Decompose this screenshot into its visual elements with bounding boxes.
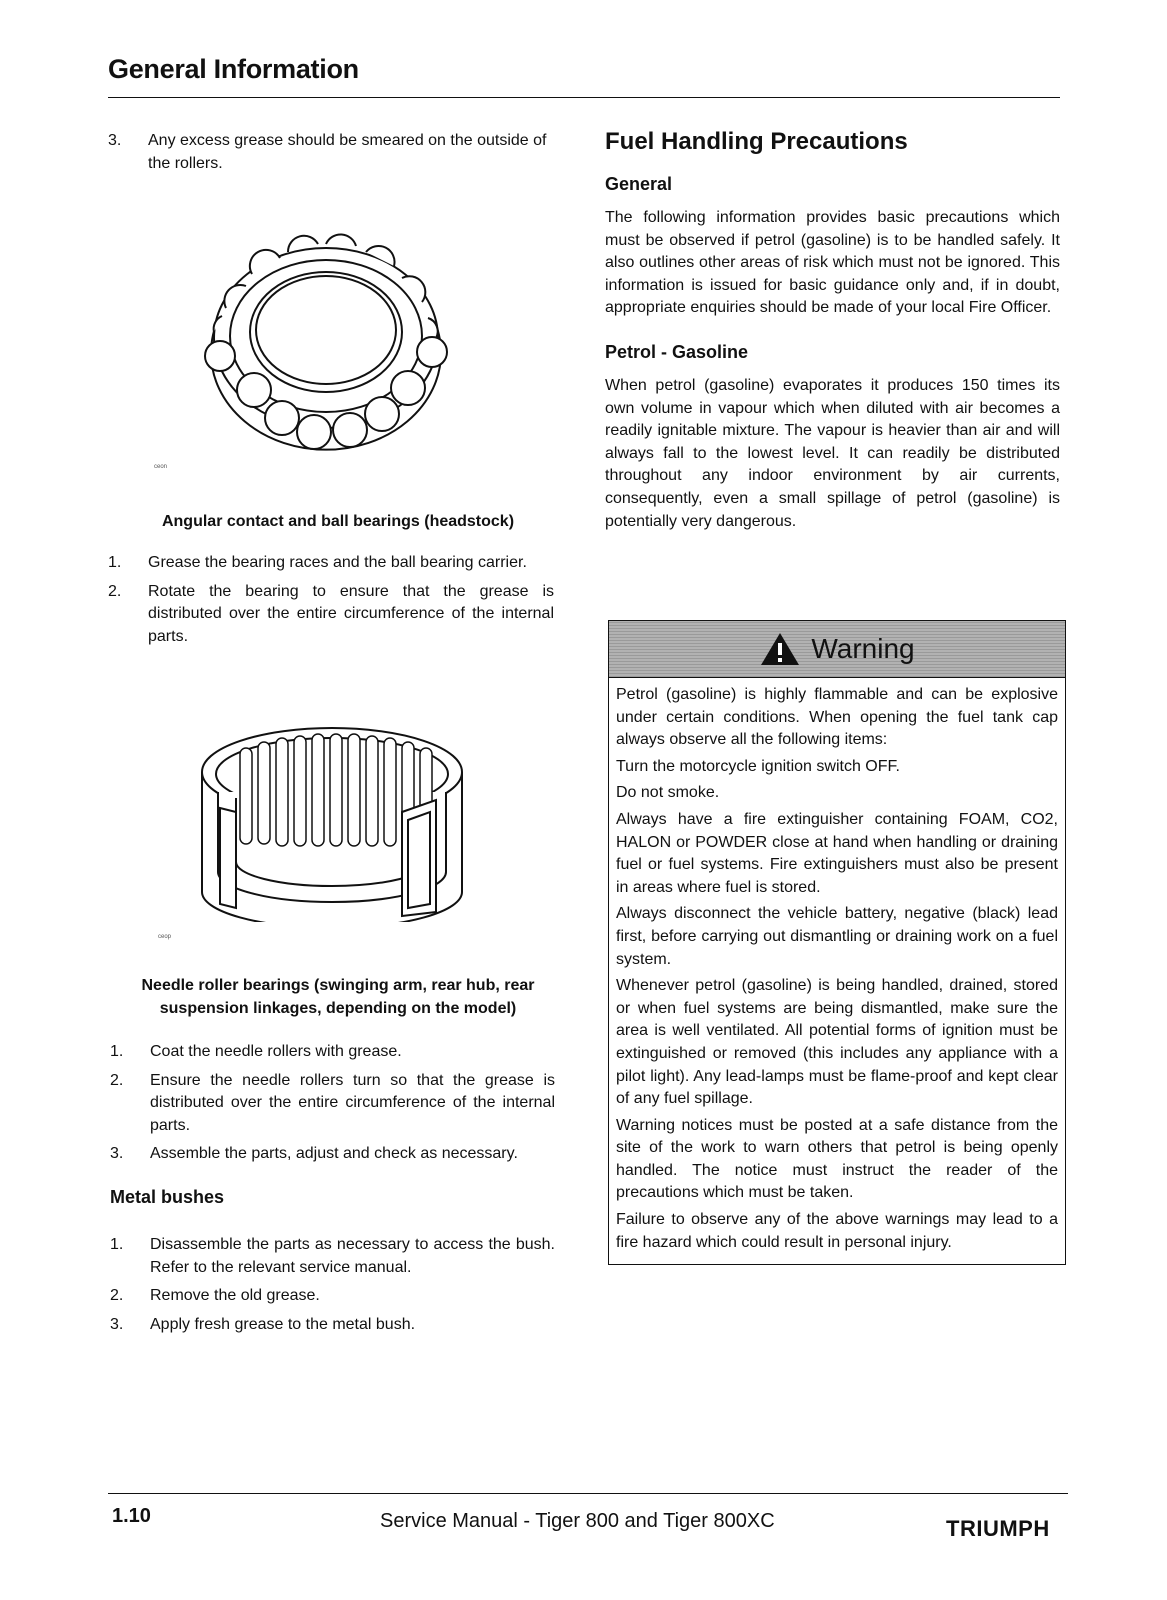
list-item xyxy=(110,1143,555,1166)
figure-label: ceop xyxy=(158,934,172,940)
list-item xyxy=(110,1234,555,1279)
warning-paragraph: Failure to observe any of the above warnings may lead to a fire hazard which could result in personal injury. xyxy=(616,1211,1058,1251)
needle-roller-bearing-figure xyxy=(196,712,468,922)
brand-logo: TRIUMPH xyxy=(946,1516,1050,1541)
item-text: Disassemble the parts as necessary to access the bush. Refer to the relevant service manual. xyxy=(150,1236,555,1276)
warning-paragraph: Always disconnect the vehicle battery, negative (black) lead first, before carrying out dismantling or draining work on a fuel system. xyxy=(616,905,1058,968)
petrol-paragraph: When petrol (gasoline) evaporates it produces 150 times its own volume in vapour which when diluted with air becomes a readily ignitable mixture. The vapour is heavier than air and will always fall to the lowest level. It can readily be distributed throughout any indoor environment by air currents, consequently, even a small spillage of petrol (gasoline) is potentially very dangerous. xyxy=(605,376,1060,530)
list-item xyxy=(108,130,568,175)
item-text: Ensure the needle rollers turn so that the grease is distributed over the entire circumference of the internal parts. xyxy=(150,1071,555,1134)
section-title: Fuel Handling Precautions xyxy=(605,128,908,155)
needle-bearing-drawing xyxy=(196,712,468,922)
right-column xyxy=(605,128,1060,533)
warning-paragraph: Warning notices must be posted at a safe distance from the site of the work to warn others that petrol is being openly handled. The notice must instruct the reader of the precautions which must be taken. xyxy=(616,1116,1058,1202)
item-number: 1. xyxy=(108,554,122,571)
item-text: Remove the old grease. xyxy=(150,1287,320,1305)
figure-caption: Needle roller bearings (swinging arm, rear hub, rear suspension linkages, depending on the model) xyxy=(141,977,535,1017)
figure-caption: Angular contact and ball bearings (headstock) xyxy=(161,513,515,530)
warning-title: Warning xyxy=(811,633,915,664)
list-item xyxy=(110,1314,555,1337)
warning-header xyxy=(609,621,1065,678)
warning-paragraph: Always have a fire extinguisher containing FOAM, CO2, HALON or POWDER close at hand when handling or draining fuel or fuel systems. Fire extinguishers must also be present in areas where fuel is stored. xyxy=(616,810,1058,896)
item-text: Any excess grease should be smeared on the outside of the rollers. xyxy=(148,132,547,172)
page-title: General Information xyxy=(108,54,359,84)
warning-body xyxy=(609,678,1065,1264)
item-text: Coat the needle rollers with grease. xyxy=(150,1043,402,1060)
left-column xyxy=(108,130,568,181)
ball-bearing-figure xyxy=(196,228,456,468)
item-number: 2. xyxy=(110,1071,124,1089)
subsection-heading: Petrol - Gasoline xyxy=(605,341,749,362)
item-number: 3. xyxy=(110,1315,124,1333)
item-number: 3. xyxy=(108,132,122,149)
item-text: Assemble the parts, adjust and check as necessary. xyxy=(150,1145,518,1163)
steps-list xyxy=(110,1234,555,1342)
steps-list xyxy=(110,1041,555,1172)
ball-bearing-drawing xyxy=(196,228,456,468)
item-number: 3. xyxy=(110,1145,124,1163)
section-heading: Metal bushes xyxy=(110,1187,225,1207)
header-rule xyxy=(108,97,1060,98)
steps-list xyxy=(108,552,554,654)
item-text: Rotate the bearing to ensure that the grease is distributed over the entire circumference of the internal parts. xyxy=(148,582,554,645)
list-item xyxy=(108,552,554,575)
list-item xyxy=(110,1070,555,1138)
warning-triangle-icon xyxy=(759,631,801,667)
item-number: 1. xyxy=(110,1236,124,1253)
list-item xyxy=(108,581,554,649)
page-number: 1.10 xyxy=(112,1505,151,1527)
warning-paragraph: Turn the motorcycle ignition switch OFF. xyxy=(616,757,900,775)
list-item xyxy=(110,1285,555,1308)
warning-paragraph: Petrol (gasoline) is highly flammable and can be explosive under certain conditions. When opening the fuel tank cap always observe all the following items: xyxy=(616,686,1058,749)
footer-rule xyxy=(108,1493,1068,1494)
item-number: 2. xyxy=(108,582,122,600)
footer-title: Service Manual - Tiger 800 and Tiger 800XC xyxy=(380,1510,775,1532)
warning-paragraph: Do not smoke. xyxy=(616,784,720,802)
item-text: Apply fresh grease to the metal bush. xyxy=(150,1315,416,1333)
subsection-heading: General xyxy=(605,174,673,194)
list-item xyxy=(110,1041,555,1064)
figure-label: ceon xyxy=(154,464,168,470)
warning-box xyxy=(608,620,1066,1265)
item-number: 2. xyxy=(110,1287,124,1305)
warning-paragraph: Whenever petrol (gasoline) is being handled, drained, stored or when fuel systems are being dismantled, make sure the area is well ventilated. All potential forms of ignition must be extinguished or removed (this includes any appliance with a pilot light). Any lead-lamps must be flame-proof and kept clear of any fuel spillage. xyxy=(616,977,1058,1108)
general-paragraph: The following information provides basic precautions which must be observed if petrol (gasoline) is to be handled safely. It also outlines other areas of risk which must not be ignored. This information is issued for basic guidance only and, if in doubt, appropriate enquiries should be made of your local Fire Officer. xyxy=(605,209,1060,317)
item-text: Grease the bearing races and the ball bearing carrier. xyxy=(148,554,527,571)
item-number: 1. xyxy=(110,1043,124,1060)
